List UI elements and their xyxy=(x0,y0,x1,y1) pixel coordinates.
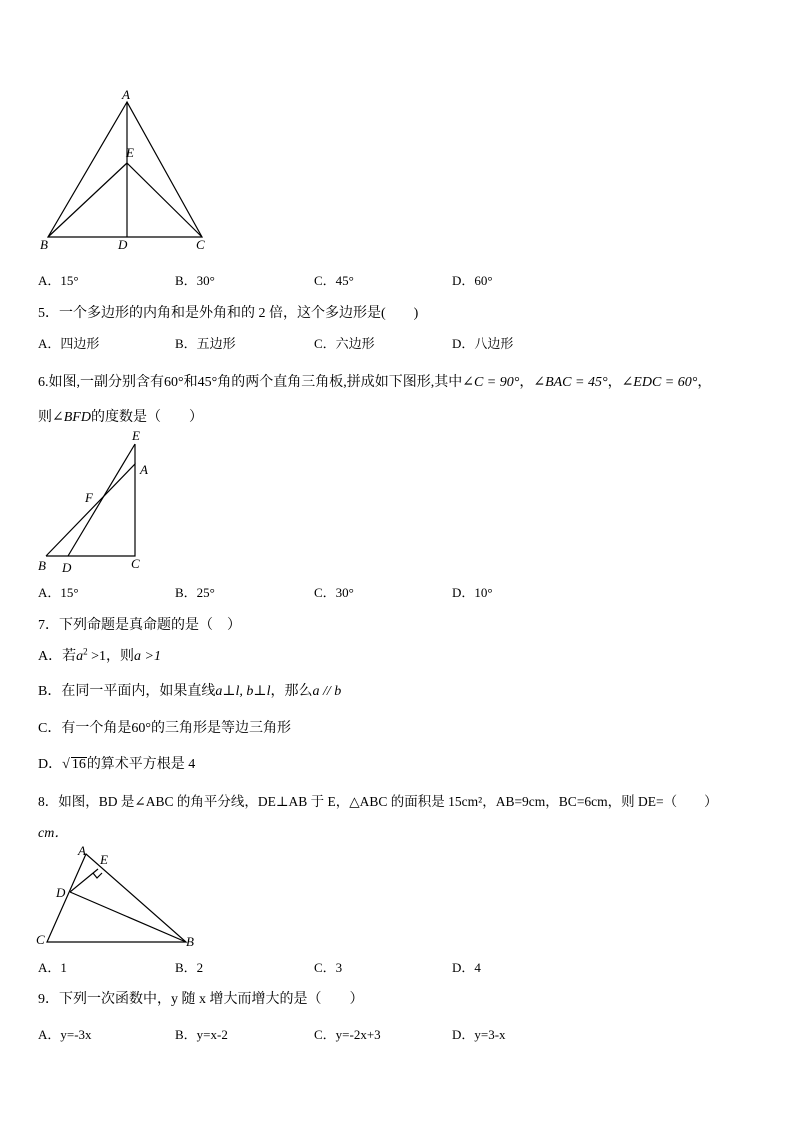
q9-option-c[interactable]: C．y=-2x+3 xyxy=(314,1027,381,1042)
figure-q8-triangle xyxy=(30,840,210,960)
triangle-abc xyxy=(47,854,186,942)
segment-bd xyxy=(70,892,186,942)
label-e: E xyxy=(126,145,134,160)
q6-option-a[interactable]: A．15° xyxy=(38,585,79,600)
q7-option-c[interactable] xyxy=(38,717,291,737)
q6-option-d[interactable]: D．10° xyxy=(452,585,493,600)
q7-option-c-text: C．有一个角是 xyxy=(38,721,132,736)
q5-option-d[interactable]: D．八边形 xyxy=(452,336,514,351)
q6-text-part: 角的两个直角三角板,拼成如下图形,其中 xyxy=(217,375,463,390)
q6-option-c[interactable]: C．30° xyxy=(314,585,354,600)
q7-option-d-text: D． xyxy=(38,757,63,772)
q7-option-c-text: 的三角形是等边三角形 xyxy=(150,721,291,736)
q7-option-b-text: ，那么 xyxy=(270,684,313,699)
q6-deg45: 45° xyxy=(197,375,218,390)
q7-option-b[interactable] xyxy=(38,680,341,700)
segment-de xyxy=(68,444,135,556)
q5-option-c[interactable]: C．六边形 xyxy=(314,336,375,351)
q8-option-b[interactable]: B．2 xyxy=(175,960,204,975)
label-d: D xyxy=(62,560,72,575)
q6-text-part: 的度数是（ ） xyxy=(90,410,203,425)
triangle-bca xyxy=(46,464,135,556)
q7-option-b-text: B．在同一平面内，如果直线 xyxy=(38,684,216,699)
label-f: F xyxy=(85,490,93,505)
label-a: A xyxy=(78,843,86,858)
q7-option-a-math: a >1 xyxy=(134,649,161,664)
q8-text-line2: cm． xyxy=(38,826,69,841)
q7-option-c-deg: 60° xyxy=(131,721,151,736)
q6-separator: ， xyxy=(697,375,712,390)
label-c: C xyxy=(36,932,45,947)
q7-option-a-math: a xyxy=(76,649,84,664)
label-c: C xyxy=(196,237,205,252)
label-b: B xyxy=(186,934,194,949)
q5-option-b[interactable]: B．五边形 xyxy=(175,336,236,351)
q7-option-a-text: ，则 xyxy=(106,649,135,664)
q8-text-line1: 8．如图，BD 是∠ABC 的角平分线，DE⊥AB 于 E，△ABC 的面积是 15cm²，AB=9cm，BC=6cm，则 DE=（ ） xyxy=(38,794,718,809)
label-b: B xyxy=(38,558,46,573)
q7-option-b-math: a⊥l, b⊥l xyxy=(215,684,271,699)
q9-text: 9．下列一次函数中，y 随 x 增大而增大的是（ ） xyxy=(38,992,364,1007)
q4-option-a[interactable]: A．15° xyxy=(38,273,79,288)
q6-option-b[interactable]: B．25° xyxy=(175,585,215,600)
sqrt-icon: √ xyxy=(62,757,70,772)
label-e: E xyxy=(132,428,140,443)
q6-text-line1 xyxy=(38,371,711,391)
q4-option-b[interactable]: B．30° xyxy=(175,273,215,288)
q9-option-d[interactable]: D．y=3-x xyxy=(452,1027,506,1042)
figure-q6-triangles xyxy=(30,428,170,578)
q6-text-part: 和 xyxy=(183,375,198,390)
q7-option-a-math: >1 xyxy=(87,649,107,664)
label-e: E xyxy=(100,852,108,867)
q7-text: 7．下列命题是真命题的是（ ） xyxy=(38,618,241,633)
q9-option-a[interactable]: A．y=-3x xyxy=(38,1027,92,1042)
segment-ce xyxy=(127,163,202,237)
label-a: A xyxy=(122,87,130,102)
right-angle-mark xyxy=(93,873,102,878)
q4-option-d[interactable]: D．60° xyxy=(452,273,493,288)
q5-option-a[interactable]: A．四边形 xyxy=(38,336,100,351)
q6-separator: ， xyxy=(607,375,622,390)
q7-option-d[interactable] xyxy=(38,753,195,773)
label-d: D xyxy=(56,885,66,900)
q8-option-a[interactable]: A．1 xyxy=(38,960,67,975)
q8-option-c[interactable]: C．3 xyxy=(314,960,343,975)
q6-deg60: 60° xyxy=(164,375,184,390)
q5-text: 5．一个多边形的内角和是外角和的 2 倍，这个多边形是( ) xyxy=(38,306,419,321)
triangle-abc xyxy=(48,102,202,237)
label-c: C xyxy=(131,556,140,571)
q7-option-a-sup: 2 xyxy=(83,646,88,657)
q6-cond-edc: ∠EDC = 60° xyxy=(621,375,698,390)
q6-separator: ， xyxy=(519,375,534,390)
label-d: D xyxy=(118,237,128,252)
q6-angle-bfd: ∠BFD xyxy=(52,410,91,425)
q9-option-b[interactable]: B．y=x-2 xyxy=(175,1027,228,1042)
q6-text-line2 xyxy=(38,406,203,426)
q6-text-part: 则 xyxy=(38,410,52,425)
label-b: B xyxy=(40,237,48,252)
q4-option-c[interactable]: C．45° xyxy=(314,273,354,288)
q7-option-d-radicand: 16 xyxy=(71,757,86,772)
q7-option-b-math: a // b xyxy=(312,684,342,699)
q6-cond-bac: ∠BAC = 45° xyxy=(533,375,608,390)
q7-option-a-text: A．若 xyxy=(38,649,77,664)
label-a: A xyxy=(140,462,148,477)
q7-option-d-text: 的算术平方根是 4 xyxy=(86,757,196,772)
q6-text-part: 6.如图,一副分别含有 xyxy=(38,375,164,390)
q8-option-d[interactable]: D．4 xyxy=(452,960,481,975)
q6-cond-c: ∠C = 90° xyxy=(462,375,520,390)
q7-option-a[interactable] xyxy=(38,645,161,665)
segment-be xyxy=(48,163,127,237)
figure-q4-triangle xyxy=(30,85,230,255)
